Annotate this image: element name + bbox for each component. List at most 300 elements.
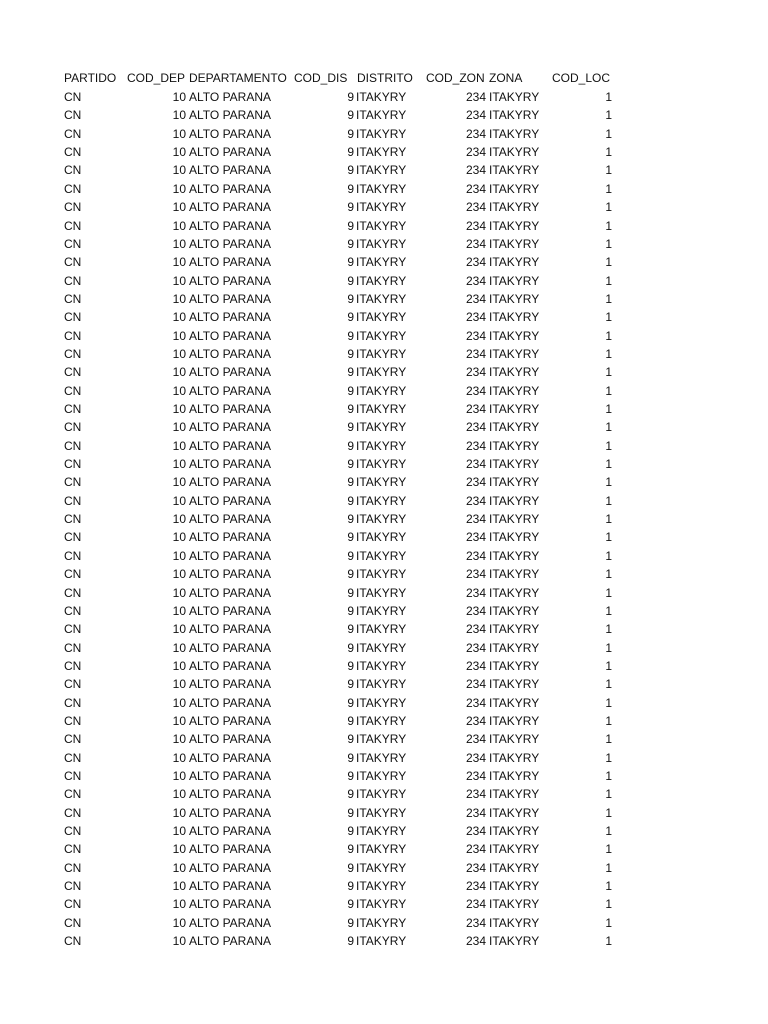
cell-departamento: ALTO PARANA — [189, 860, 272, 875]
cell-partido: CN — [64, 310, 82, 325]
table-row — [0, 932, 768, 950]
table-row — [0, 602, 768, 620]
cell-partido: CN — [64, 934, 82, 949]
cell-zona: ITAKYRY — [489, 438, 540, 453]
cell-zona: ITAKYRY — [489, 108, 540, 123]
table-row — [0, 749, 768, 767]
cell-departamento: ALTO PARANA — [189, 824, 272, 838]
cell-cod-zon: 234 — [465, 346, 486, 361]
cell-cod-dis: 9 — [347, 163, 354, 178]
cell-distrito: ITAKYRY — [356, 108, 407, 123]
cell-distrito: ITAKYRY — [356, 145, 407, 160]
cell-cod-dep: 10 — [172, 90, 186, 104]
cell-departamento: ALTO PARANA — [189, 255, 272, 270]
cell-cod-dep: 10 — [172, 824, 186, 838]
cell-cod-dep: 10 — [172, 108, 186, 123]
cell-cod-dep: 10 — [172, 677, 186, 692]
cell-cod-dep: 10 — [172, 493, 186, 508]
cell-distrito: ITAKYRY — [356, 824, 407, 838]
cell-departamento: ALTO PARANA — [189, 108, 272, 123]
cell-partido: CN — [64, 163, 82, 178]
table-row — [0, 106, 768, 124]
cell-cod-zon: 234 — [465, 420, 486, 435]
cell-partido: CN — [64, 860, 82, 875]
table-row — [0, 547, 768, 565]
cell-cod-dis: 9 — [347, 567, 354, 582]
cell-partido: CN — [64, 346, 82, 361]
cell-departamento: ALTO PARANA — [189, 420, 272, 435]
cell-partido: CN — [64, 842, 82, 857]
cell-cod-dep: 10 — [172, 457, 186, 471]
table-row — [0, 272, 768, 290]
cell-distrito: ITAKYRY — [356, 787, 407, 802]
cell-distrito: ITAKYRY — [356, 860, 407, 875]
cell-departamento: ALTO PARANA — [189, 310, 272, 325]
cell-partido: CN — [64, 420, 82, 435]
header-departamento: DEPARTAMENTO — [189, 71, 287, 85]
cell-cod-dep: 10 — [172, 934, 186, 949]
cell-departamento: ALTO PARANA — [189, 163, 272, 178]
table-row — [0, 528, 768, 546]
cell-zona: ITAKYRY — [489, 365, 540, 380]
cell-cod-dis: 9 — [347, 273, 354, 288]
cell-departamento: ALTO PARANA — [189, 493, 272, 508]
table-row — [0, 895, 768, 913]
cell-zona: ITAKYRY — [489, 493, 540, 508]
cell-distrito: ITAKYRY — [356, 915, 407, 930]
cell-zona: ITAKYRY — [489, 713, 540, 728]
cell-cod-loc: 1 — [605, 108, 612, 123]
cell-cod-dep: 10 — [172, 769, 186, 783]
cell-partido: CN — [64, 475, 82, 490]
cell-cod-loc: 1 — [605, 200, 612, 215]
table-row — [0, 88, 768, 106]
cell-cod-zon: 234 — [465, 732, 486, 747]
cell-departamento: ALTO PARANA — [189, 750, 272, 765]
cell-distrito: ITAKYRY — [356, 879, 407, 894]
cell-departamento: ALTO PARANA — [189, 695, 272, 710]
header-partido: PARTIDO — [64, 71, 117, 85]
cell-cod-dep: 10 — [172, 750, 186, 765]
table-row — [0, 455, 768, 473]
cell-distrito: ITAKYRY — [356, 328, 407, 343]
table-row — [0, 253, 768, 271]
cell-partido: CN — [64, 769, 82, 783]
cell-departamento: ALTO PARANA — [189, 622, 272, 637]
cell-zona: ITAKYRY — [489, 879, 540, 894]
cell-partido: CN — [64, 255, 82, 270]
cell-cod-zon: 234 — [465, 842, 486, 857]
cell-cod-zon: 234 — [465, 695, 486, 710]
cell-departamento: ALTO PARANA — [189, 291, 272, 306]
cell-zona: ITAKYRY — [489, 90, 540, 104]
cell-distrito: ITAKYRY — [356, 493, 407, 508]
cell-departamento: ALTO PARANA — [189, 181, 272, 196]
cell-distrito: ITAKYRY — [356, 475, 407, 490]
cell-distrito: ITAKYRY — [356, 310, 407, 325]
cell-cod-loc: 1 — [605, 236, 612, 251]
cell-departamento: ALTO PARANA — [189, 805, 272, 820]
cell-cod-dep: 10 — [172, 346, 186, 361]
cell-cod-loc: 1 — [605, 658, 612, 673]
cell-distrito: ITAKYRY — [356, 603, 407, 618]
cell-zona: ITAKYRY — [489, 512, 540, 527]
cell-cod-dis: 9 — [347, 934, 354, 949]
cell-cod-dis: 9 — [347, 879, 354, 894]
cell-cod-zon: 234 — [465, 255, 486, 270]
table-row — [0, 804, 768, 822]
cell-cod-zon: 234 — [465, 860, 486, 875]
table-row — [0, 584, 768, 602]
cell-distrito: ITAKYRY — [356, 181, 407, 196]
cell-zona: ITAKYRY — [489, 787, 540, 802]
cell-cod-dis: 9 — [347, 145, 354, 160]
cell-distrito: ITAKYRY — [356, 622, 407, 637]
cell-cod-dep: 10 — [172, 842, 186, 857]
cell-cod-dis: 9 — [347, 200, 354, 215]
cell-cod-dis: 9 — [347, 346, 354, 361]
table-row — [0, 125, 768, 143]
cell-zona: ITAKYRY — [489, 915, 540, 930]
cell-zona: ITAKYRY — [489, 181, 540, 196]
cell-cod-dep: 10 — [172, 530, 186, 545]
cell-zona: ITAKYRY — [489, 934, 540, 949]
cell-cod-loc: 1 — [605, 750, 612, 765]
cell-distrito: ITAKYRY — [356, 365, 407, 380]
cell-partido: CN — [64, 585, 82, 600]
cell-cod-dep: 10 — [172, 622, 186, 637]
cell-cod-dep: 10 — [172, 512, 186, 527]
table-row — [0, 712, 768, 730]
cell-departamento: ALTO PARANA — [189, 273, 272, 288]
cell-cod-dep: 10 — [172, 787, 186, 802]
cell-cod-zon: 234 — [465, 530, 486, 545]
cell-cod-zon: 234 — [465, 879, 486, 894]
cell-cod-loc: 1 — [605, 548, 612, 563]
cell-cod-zon: 234 — [465, 622, 486, 637]
cell-departamento: ALTO PARANA — [189, 915, 272, 930]
cell-departamento: ALTO PARANA — [189, 640, 272, 655]
cell-cod-dis: 9 — [347, 457, 354, 471]
cell-cod-zon: 234 — [465, 475, 486, 490]
cell-cod-loc: 1 — [605, 493, 612, 508]
cell-partido: CN — [64, 713, 82, 728]
cell-cod-zon: 234 — [465, 677, 486, 692]
cell-partido: CN — [64, 200, 82, 215]
cell-cod-dis: 9 — [347, 255, 354, 270]
cell-cod-dis: 9 — [347, 695, 354, 710]
cell-cod-dep: 10 — [172, 860, 186, 875]
cell-cod-loc: 1 — [605, 677, 612, 692]
header-distrito: DISTRITO — [357, 71, 413, 85]
cell-partido: CN — [64, 530, 82, 545]
cell-cod-dis: 9 — [347, 897, 354, 912]
cell-cod-zon: 234 — [465, 200, 486, 215]
cell-cod-loc: 1 — [605, 438, 612, 453]
table-row — [0, 180, 768, 198]
cell-zona: ITAKYRY — [489, 145, 540, 160]
cell-partido: CN — [64, 438, 82, 453]
cell-cod-dep: 10 — [172, 181, 186, 196]
table-row — [0, 565, 768, 583]
cell-distrito: ITAKYRY — [356, 530, 407, 545]
cell-cod-zon: 234 — [465, 236, 486, 251]
cell-distrito: ITAKYRY — [356, 438, 407, 453]
cell-cod-loc: 1 — [605, 695, 612, 710]
cell-cod-dep: 10 — [172, 879, 186, 894]
cell-cod-loc: 1 — [605, 640, 612, 655]
cell-cod-zon: 234 — [465, 713, 486, 728]
cell-cod-loc: 1 — [605, 879, 612, 894]
cell-partido: CN — [64, 915, 82, 930]
cell-distrito: ITAKYRY — [356, 90, 407, 104]
cell-cod-loc: 1 — [605, 328, 612, 343]
cell-cod-dep: 10 — [172, 475, 186, 490]
cell-cod-dep: 10 — [172, 145, 186, 160]
cell-cod-zon: 234 — [465, 328, 486, 343]
cell-cod-dis: 9 — [347, 383, 354, 398]
cell-cod-zon: 234 — [465, 585, 486, 600]
cell-cod-dep: 10 — [172, 273, 186, 288]
cell-cod-zon: 234 — [465, 108, 486, 123]
cell-partido: CN — [64, 824, 82, 838]
table-row — [0, 327, 768, 345]
cell-distrito: ITAKYRY — [356, 640, 407, 655]
cell-partido: CN — [64, 108, 82, 123]
cell-zona: ITAKYRY — [489, 402, 540, 416]
cell-cod-dis: 9 — [347, 530, 354, 545]
cell-zona: ITAKYRY — [489, 383, 540, 398]
cell-cod-dep: 10 — [172, 805, 186, 820]
cell-cod-zon: 234 — [465, 402, 486, 416]
cell-cod-loc: 1 — [605, 402, 612, 416]
cell-zona: ITAKYRY — [489, 677, 540, 692]
cell-zona: ITAKYRY — [489, 860, 540, 875]
cell-cod-dis: 9 — [347, 842, 354, 857]
header-cod-dep: COD_DEP — [127, 71, 186, 85]
cell-cod-loc: 1 — [605, 291, 612, 306]
cell-cod-dis: 9 — [347, 328, 354, 343]
cell-cod-loc: 1 — [605, 622, 612, 637]
cell-cod-dis: 9 — [347, 640, 354, 655]
cell-cod-dep: 10 — [172, 365, 186, 380]
cell-cod-zon: 234 — [465, 787, 486, 802]
cell-cod-zon: 234 — [465, 805, 486, 820]
cell-distrito: ITAKYRY — [356, 934, 407, 949]
cell-partido: CN — [64, 787, 82, 802]
cell-distrito: ITAKYRY — [356, 713, 407, 728]
cell-cod-zon: 234 — [465, 126, 486, 141]
cell-departamento: ALTO PARANA — [189, 585, 272, 600]
table-row — [0, 785, 768, 803]
cell-cod-dis: 9 — [347, 438, 354, 453]
cell-cod-dis: 9 — [347, 126, 354, 141]
cell-departamento: ALTO PARANA — [189, 897, 272, 912]
cell-departamento: ALTO PARANA — [189, 879, 272, 894]
cell-cod-dis: 9 — [347, 585, 354, 600]
table-row — [0, 840, 768, 858]
table-row — [0, 400, 768, 418]
cell-departamento: ALTO PARANA — [189, 126, 272, 141]
header-cod-loc: COD_LOC — [552, 71, 611, 85]
cell-cod-dep: 10 — [172, 438, 186, 453]
cell-cod-zon: 234 — [465, 915, 486, 930]
cell-cod-dis: 9 — [347, 291, 354, 306]
cell-cod-dis: 9 — [347, 732, 354, 747]
table-row — [0, 694, 768, 712]
cell-cod-dep: 10 — [172, 915, 186, 930]
cell-cod-loc: 1 — [605, 805, 612, 820]
cell-partido: CN — [64, 328, 82, 343]
cell-distrito: ITAKYRY — [356, 346, 407, 361]
cell-distrito: ITAKYRY — [356, 677, 407, 692]
cell-zona: ITAKYRY — [489, 126, 540, 141]
cell-cod-loc: 1 — [605, 475, 612, 490]
cell-cod-loc: 1 — [605, 218, 612, 233]
cell-cod-dis: 9 — [347, 365, 354, 380]
cell-partido: CN — [64, 512, 82, 527]
cell-cod-zon: 234 — [465, 548, 486, 563]
cell-cod-loc: 1 — [605, 824, 612, 838]
cell-cod-dep: 10 — [172, 236, 186, 251]
cell-cod-loc: 1 — [605, 713, 612, 728]
cell-cod-zon: 234 — [465, 163, 486, 178]
cell-cod-dis: 9 — [347, 402, 354, 416]
cell-cod-loc: 1 — [605, 530, 612, 545]
table-row — [0, 877, 768, 895]
cell-cod-dep: 10 — [172, 713, 186, 728]
cell-cod-dis: 9 — [347, 603, 354, 618]
cell-cod-loc: 1 — [605, 934, 612, 949]
cell-cod-dep: 10 — [172, 732, 186, 747]
cell-partido: CN — [64, 897, 82, 912]
cell-zona: ITAKYRY — [489, 548, 540, 563]
cell-zona: ITAKYRY — [489, 567, 540, 582]
cell-cod-loc: 1 — [605, 255, 612, 270]
cell-cod-dep: 10 — [172, 310, 186, 325]
cell-zona: ITAKYRY — [489, 255, 540, 270]
cell-cod-dep: 10 — [172, 328, 186, 343]
table-row — [0, 308, 768, 326]
cell-zona: ITAKYRY — [489, 200, 540, 215]
cell-cod-dis: 9 — [347, 90, 354, 104]
cell-departamento: ALTO PARANA — [189, 713, 272, 728]
cell-zona: ITAKYRY — [489, 750, 540, 765]
cell-zona: ITAKYRY — [489, 457, 540, 471]
cell-cod-dis: 9 — [347, 493, 354, 508]
cell-departamento: ALTO PARANA — [189, 512, 272, 527]
cell-zona: ITAKYRY — [489, 346, 540, 361]
cell-distrito: ITAKYRY — [356, 512, 407, 527]
cell-cod-loc: 1 — [605, 346, 612, 361]
cell-cod-dep: 10 — [172, 218, 186, 233]
cell-cod-loc: 1 — [605, 915, 612, 930]
table-row — [0, 235, 768, 253]
cell-zona: ITAKYRY — [489, 603, 540, 618]
table-row — [0, 639, 768, 657]
cell-distrito: ITAKYRY — [356, 769, 407, 783]
cell-partido: CN — [64, 658, 82, 673]
cell-departamento: ALTO PARANA — [189, 842, 272, 857]
cell-zona: ITAKYRY — [489, 732, 540, 747]
cell-cod-loc: 1 — [605, 365, 612, 380]
cell-cod-loc: 1 — [605, 126, 612, 141]
cell-partido: CN — [64, 145, 82, 160]
cell-departamento: ALTO PARANA — [189, 346, 272, 361]
cell-partido: CN — [64, 805, 82, 820]
cell-cod-dep: 10 — [172, 291, 186, 306]
table-row — [0, 217, 768, 235]
cell-departamento: ALTO PARANA — [189, 383, 272, 398]
cell-departamento: ALTO PARANA — [189, 328, 272, 343]
cell-cod-dis: 9 — [347, 236, 354, 251]
cell-cod-zon: 234 — [465, 493, 486, 508]
cell-cod-zon: 234 — [465, 181, 486, 196]
cell-distrito: ITAKYRY — [356, 585, 407, 600]
cell-cod-loc: 1 — [605, 383, 612, 398]
table-row — [0, 161, 768, 179]
cell-partido: CN — [64, 90, 82, 104]
cell-partido: CN — [64, 732, 82, 747]
table-row — [0, 345, 768, 363]
cell-partido: CN — [64, 273, 82, 288]
cell-distrito: ITAKYRY — [356, 567, 407, 582]
cell-cod-dis: 9 — [347, 420, 354, 435]
cell-cod-zon: 234 — [465, 567, 486, 582]
cell-partido: CN — [64, 622, 82, 637]
table-row — [0, 822, 768, 840]
cell-distrito: ITAKYRY — [356, 200, 407, 215]
cell-departamento: ALTO PARANA — [189, 732, 272, 747]
cell-departamento: ALTO PARANA — [189, 567, 272, 582]
cell-cod-loc: 1 — [605, 585, 612, 600]
cell-zona: ITAKYRY — [489, 291, 540, 306]
table-row — [0, 492, 768, 510]
cell-cod-dep: 10 — [172, 567, 186, 582]
cell-cod-loc: 1 — [605, 787, 612, 802]
cell-cod-loc: 1 — [605, 567, 612, 582]
cell-zona: ITAKYRY — [489, 805, 540, 820]
cell-zona: ITAKYRY — [489, 530, 540, 545]
cell-cod-dis: 9 — [347, 769, 354, 783]
cell-cod-dis: 9 — [347, 512, 354, 527]
cell-cod-zon: 234 — [465, 750, 486, 765]
cell-partido: CN — [64, 750, 82, 765]
cell-cod-dep: 10 — [172, 126, 186, 141]
cell-cod-loc: 1 — [605, 90, 612, 104]
cell-cod-loc: 1 — [605, 273, 612, 288]
cell-cod-dep: 10 — [172, 603, 186, 618]
cell-distrito: ITAKYRY — [356, 457, 407, 471]
cell-partido: CN — [64, 236, 82, 251]
header-zona: ZONA — [489, 71, 523, 85]
cell-zona: ITAKYRY — [489, 824, 540, 838]
cell-cod-zon: 234 — [465, 291, 486, 306]
cell-cod-dis: 9 — [347, 548, 354, 563]
cell-cod-loc: 1 — [605, 310, 612, 325]
cell-cod-zon: 234 — [465, 310, 486, 325]
cell-cod-loc: 1 — [605, 457, 612, 471]
cell-cod-dis: 9 — [347, 108, 354, 123]
cell-zona: ITAKYRY — [489, 310, 540, 325]
cell-cod-dis: 9 — [347, 310, 354, 325]
cell-cod-dep: 10 — [172, 255, 186, 270]
cell-departamento: ALTO PARANA — [189, 145, 272, 160]
cell-cod-dep: 10 — [172, 402, 186, 416]
cell-departamento: ALTO PARANA — [189, 787, 272, 802]
cell-zona: ITAKYRY — [489, 695, 540, 710]
cell-distrito: ITAKYRY — [356, 255, 407, 270]
